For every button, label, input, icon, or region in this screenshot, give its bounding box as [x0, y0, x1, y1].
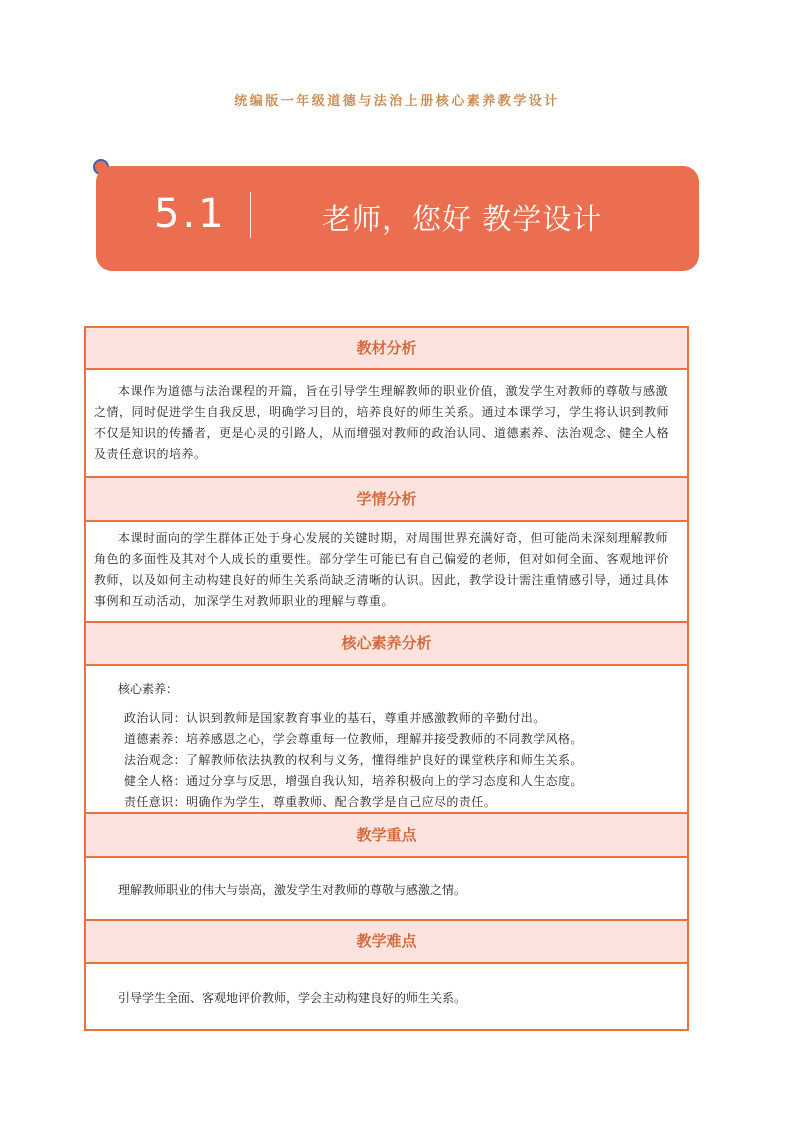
lesson-number: 5.1 — [154, 191, 227, 237]
title-banner — [96, 166, 699, 271]
section-heading-key: 教学重点 — [86, 814, 687, 858]
section-body-key — [86, 858, 687, 921]
literacy-item: 政治认同：认识到教师是国家教育事业的基石，尊重并感激教师的辛勤付出。 — [124, 711, 546, 725]
section-heading-students: 学情分析 — [86, 478, 687, 522]
section-heading-textbook: 教材分析 — [86, 328, 687, 370]
section-heading-difficult: 教学难点 — [86, 921, 687, 964]
literacy-item: 责任意识：明确作为学生，尊重教师、配合教学是自己应尽的责任。 — [124, 795, 497, 809]
section-body-textbook — [86, 370, 687, 478]
section-body-literacy — [86, 666, 687, 814]
section-body-students — [86, 522, 687, 623]
literacy-intro: 核心素养： — [118, 682, 179, 696]
textbook-analysis-text: 本课作为道德与法治课程的开篇，旨在引导学生理解教师的职业价值，激发学生对教师的尊敬与感激之情，同时促进学生自我反思，明确学习目的，培养良好的师生关系。通过本课学习，学生将认识到教师不仅是知识的传播者，更是心灵的引路人，从而增强对教师的政治认同、道德素养、法治观念、健全人格及责任意识的培养。 — [94, 384, 670, 461]
literacy-item: 法治观念：了解教师依法执教的权利与义务，懂得维护良好的课堂秩序和师生关系。 — [124, 753, 583, 767]
difficult-point-text: 引导学生全面、客观地评价教师，学会主动构建良好的师生关系。 — [118, 991, 467, 1005]
literacy-item: 道德素养：培养感恩之心，学会尊重每一位教师，理解并接受教师的不同教学风格。 — [124, 732, 583, 746]
banner-separator — [250, 192, 251, 238]
key-point-text: 理解教师职业的伟大与崇高，激发学生对教师的尊敬与感激之情。 — [118, 883, 467, 897]
section-heading-literacy: 核心素养分析 — [86, 623, 687, 666]
student-analysis-text: 本课时面向的学生群体正处于身心发展的关键时期，对周围世界充满好奇，但可能尚未深刻理解教师角色的多面性及其对个人成长的重要性。部分学生可能已有自己偏爱的老师，但对如何全面、客观地评价教师，以及如何主动构建良好的师生关系尚缺乏清晰的认识。因此，教学设计需注重情感引导，通过具体事例和互动活动，加深学生对教师职业的理解与尊重。 — [94, 531, 670, 608]
lesson-title: 老师，您好 教学设计 — [322, 202, 603, 236]
document-header: 统编版一年级道德与法治上册核心素养教学设计 — [234, 94, 560, 109]
lesson-plan-table — [84, 326, 689, 1031]
literacy-item: 健全人格：通过分享与反思，增强自我认知，培养积极向上的学习态度和人生态度。 — [124, 774, 583, 788]
section-body-difficult — [86, 964, 687, 1029]
